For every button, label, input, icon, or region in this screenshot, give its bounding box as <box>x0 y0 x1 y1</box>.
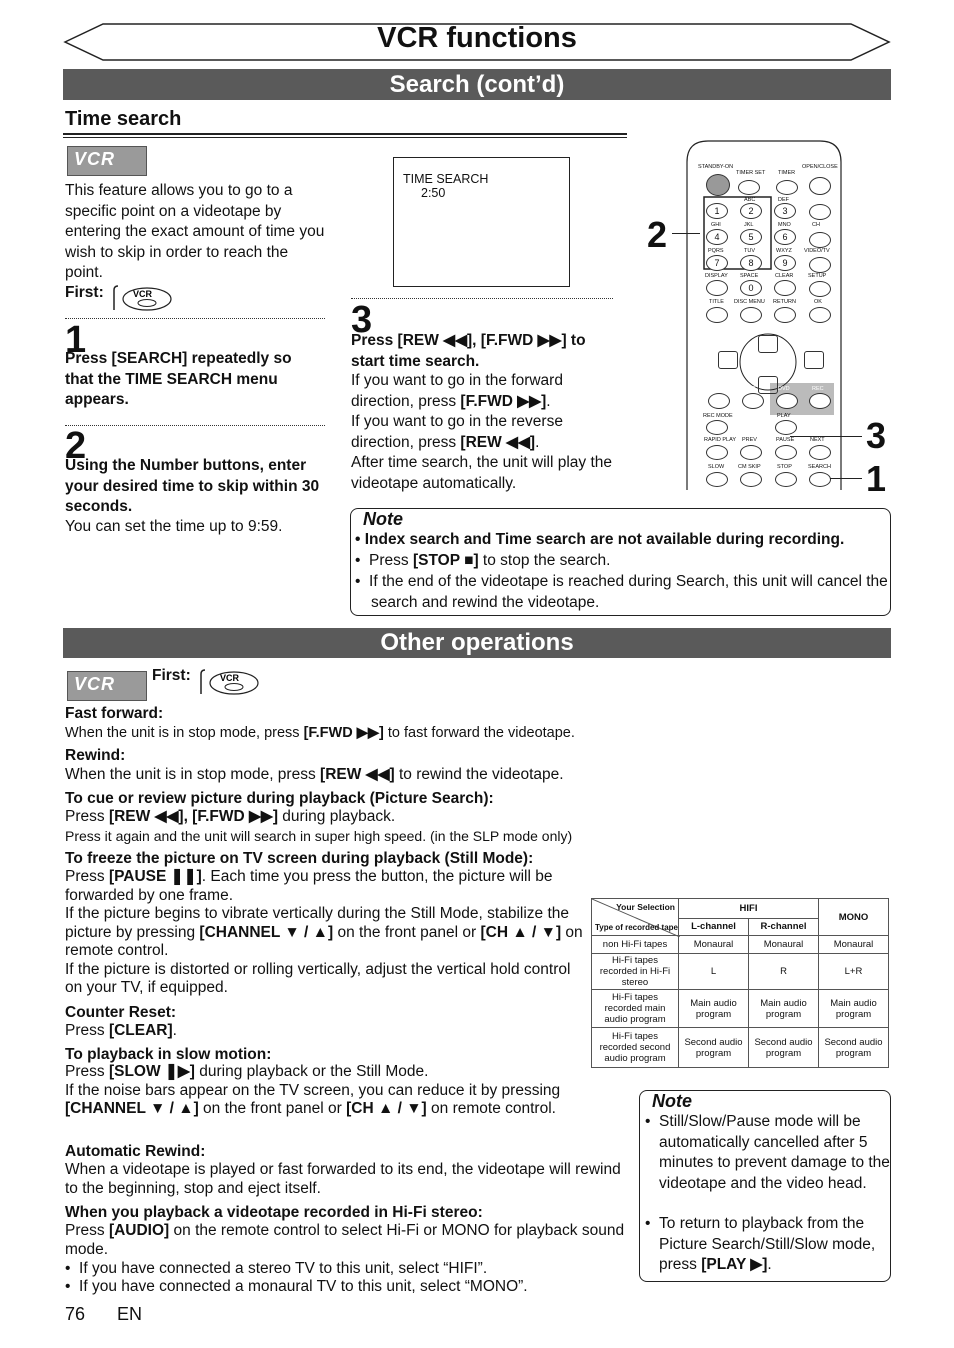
hifi-text: Press [AUDIO] on the remote control to select Hi-Fi or MONO for playback sound mode. <box>65 1222 625 1258</box>
remote-label-search: SEARCH <box>808 464 831 470</box>
page-header <box>65 22 889 62</box>
note-box <box>350 508 891 616</box>
table-header-hifi: HIFI <box>679 899 819 919</box>
step-2-number: 2 <box>65 425 87 467</box>
table-cell: non Hi-Fi tapes <box>592 936 679 954</box>
remote-display-button[interactable] <box>706 280 728 296</box>
remote-dvd-button[interactable] <box>776 393 798 409</box>
vcr-tag: VCR <box>67 671 147 701</box>
remote-label-timer: TIMER <box>778 170 796 176</box>
note-title: Note <box>363 509 403 529</box>
remote-label-pause: PAUSE <box>776 437 795 443</box>
step-3-number: 3 <box>351 299 373 341</box>
callout-3: 3 <box>866 415 887 456</box>
remote-rapid-button[interactable] <box>706 445 728 460</box>
remote-title-button[interactable] <box>706 307 728 323</box>
remote-arrow-left-button[interactable] <box>718 351 738 369</box>
remote-button-5[interactable]: 5 <box>740 229 762 245</box>
remote-button-9[interactable]: 9 <box>774 255 796 271</box>
divider <box>65 318 325 319</box>
remote-rec-button[interactable] <box>708 393 730 409</box>
remote-cmskip-button[interactable] <box>740 472 762 487</box>
table-cell: Main audio program <box>749 990 819 1028</box>
still-heading: To freeze the picture on TV screen during playback (Still Mode): <box>65 850 534 867</box>
remote-button-6[interactable]: 6 <box>774 229 796 245</box>
rw-text: When the unit is in stop mode, press [REW ◀◀] to rewind the videotape. <box>65 766 564 783</box>
note-bullet-2: • Press [STOP ■] to stop the search. <box>355 552 611 569</box>
table-row <box>592 990 889 1028</box>
table-header-mono: MONO <box>819 899 889 936</box>
table-cell: Second audio program <box>749 1028 819 1068</box>
remote-return-button[interactable] <box>774 307 796 323</box>
remote-stop-button[interactable] <box>775 472 797 487</box>
remote-label-display: DISPLAY <box>705 273 728 279</box>
note-bullet-3: • If the end of the videotape is reached during Search, this unit will cancel the search and rewind the videotape. <box>355 573 888 611</box>
ps-text: Press [REW ◀◀], [F.FWD ▶▶] during playback. <box>65 808 396 825</box>
table-cell: Main audio program <box>819 990 889 1028</box>
remote-rec2-button[interactable] <box>809 393 831 409</box>
table-row <box>592 1028 889 1068</box>
remote-label-space: SPACE <box>740 273 759 279</box>
table-cell: Main audio program <box>679 990 749 1028</box>
callout-1: 1 <box>866 458 887 499</box>
table-cell: Second audio program <box>819 1028 889 1068</box>
remote-label-timerset: TIMER SET <box>736 170 766 176</box>
osd-value: 2:50 <box>421 186 446 200</box>
remote-label-return: RETURN <box>773 299 796 305</box>
table-header-rch: R-channel <box>749 918 819 935</box>
intro-text: This feature allows you to go to a specific point on a videotape by entering the exact amount of time you wish to skip in order to reach the point. <box>65 182 325 281</box>
remote-control <box>686 140 842 490</box>
section-banner-other: Other operations <box>63 628 891 658</box>
remote-label-standby: STANDBY-ON <box>698 164 734 170</box>
divider <box>65 425 325 426</box>
remote-label-cmskip: CM SKIP <box>738 464 761 470</box>
remote-label-slow: SLOW <box>708 464 725 470</box>
remote-slow-button[interactable] <box>706 472 728 487</box>
remote-label-tuv: TUV <box>744 248 755 254</box>
remote-label-rec2: REC <box>812 386 824 392</box>
remote-discmenu-button[interactable] <box>740 307 762 323</box>
remote-prev-button[interactable] <box>740 445 762 460</box>
table-row <box>592 936 889 954</box>
first-label: First: <box>65 284 104 301</box>
note-box-2 <box>639 1090 891 1282</box>
audio-table <box>591 898 889 1068</box>
still-text: Press [PAUSE ❚❚]. Each time you press the button, the picture will be forwarded by one frame. If the picture begins to vibrate vertically during the Still Mode, stabilize the picture by pressing [CHANNEL ▼ / ▲] on the front panel or [CH ▲ / ▼] on remote control. If the picture is distorted or rolling vertically, adjust the vertical hold control on your TV, if equipped. <box>65 868 583 996</box>
remote-label-clear: CLEAR <box>775 273 794 279</box>
callout-line-3 <box>790 436 862 437</box>
page-number: 76 <box>65 1304 86 1324</box>
remote-ch-up-button[interactable] <box>809 204 831 220</box>
section-banner-search: Search (cont’d) <box>63 69 891 100</box>
step-2-text: You can set the time up to 9:59. <box>65 518 283 535</box>
osd-title: TIME SEARCH <box>403 172 489 186</box>
heading-rule-2 <box>63 137 627 138</box>
remote-play-button[interactable] <box>775 420 797 435</box>
note2-bullet-1: • Still/Slow/Pause mode will be automatically cancelled after 5 minutes to prevent damage to the videotape and the video head. <box>645 1113 890 1192</box>
remote-label-mno: MNO <box>778 222 791 228</box>
remote-vcr-button[interactable] <box>742 393 764 409</box>
remote-recmode-button[interactable] <box>706 420 728 435</box>
svg-text:VCR: VCR <box>133 289 153 299</box>
step-1-text: Press [SEARCH] repeatedly so that the TIME SEARCH menu appears. <box>65 350 292 408</box>
ps-heading: To cue or review picture during playback (Picture Search): <box>65 790 494 807</box>
remote-label-next: NEXT <box>810 437 825 443</box>
remote-clear-button[interactable] <box>774 280 796 296</box>
step-1-number: 1 <box>65 319 87 361</box>
remote-label-discmenu: DISC MENU <box>734 299 765 305</box>
table-cell: Hi-Fi tapes recorded second audio program <box>592 1028 679 1068</box>
step-3-forward: If you want to go in the forward direction, press [F.FWD ▶▶]. <box>351 372 563 410</box>
table-cell: Monaural <box>819 936 889 954</box>
remote-arrow-up-button[interactable] <box>758 335 778 353</box>
remote-timer-button[interactable] <box>776 180 798 195</box>
osd-screen <box>393 157 570 287</box>
vcr-button-icon <box>198 668 262 698</box>
remote-label-title: TITLE <box>709 299 724 305</box>
table-corner-cell: Your Selection Type of recorded tape <box>592 899 679 936</box>
table-cell: Hi-Fi tapes recorded in Hi-Fi stereo <box>592 954 679 990</box>
callout-2: 2 <box>647 214 668 255</box>
remote-search-button[interactable] <box>809 472 831 487</box>
note-title: Note <box>652 1091 692 1111</box>
remote-ok-button[interactable] <box>809 307 831 323</box>
remote-label-ghi: GHI <box>711 222 721 228</box>
step-3-bold: Press [REW ◀◀], [F.FWD ▶▶] to start time search. <box>351 332 586 370</box>
ff-text: When the unit is in stop mode, press [F.FWD ▶▶] to fast forward the videotape. <box>65 725 575 741</box>
callout-line-2 <box>672 233 700 234</box>
table-cell: Second audio program <box>679 1028 749 1068</box>
remote-label-rapid: RAPID PLAY <box>704 437 736 443</box>
remote-arrow-enter-button[interactable] <box>762 355 780 371</box>
remote-button-4[interactable]: 4 <box>706 229 728 245</box>
remote-arrow-right-button[interactable] <box>804 351 824 369</box>
remote-label-abc: ABC <box>744 197 756 203</box>
remote-label-stop: STOP <box>777 464 792 470</box>
table-header-lch: L-channel <box>679 918 749 935</box>
remote-label-recmode: REC MODE <box>703 413 733 419</box>
remote-button-3[interactable]: 3 <box>774 203 796 219</box>
section-heading: Time search <box>65 108 182 130</box>
table-cell: R <box>749 954 819 990</box>
remote-arrow-down-button[interactable] <box>758 376 778 394</box>
hifi-bullet-2: • If you have connected a monaural TV to this unit, select “MONO”. <box>65 1278 528 1295</box>
step-3-after: After time search, the unit will play the videotape automatically. <box>351 454 613 492</box>
first-label: First: <box>152 667 191 684</box>
counter-text: Press [CLEAR]. <box>65 1022 177 1039</box>
step-3-reverse: If you want to go in the reverse direction, press [REW ◀◀]. <box>351 413 563 451</box>
vcr-button-icon <box>111 284 175 314</box>
table-cell: Monaural <box>679 936 749 954</box>
page-title: VCR functions <box>377 22 577 54</box>
remote-label-prev: PREV <box>742 437 757 443</box>
remote-label-wxyz: WXYZ <box>776 248 792 254</box>
remote-label-rec: REC <box>710 386 722 392</box>
remote-setup-button[interactable] <box>809 281 831 297</box>
remote-label-jkl: JKL <box>744 222 754 228</box>
divider <box>351 298 613 299</box>
remote-button-1[interactable]: 1 <box>706 203 728 219</box>
rw-heading: Rewind: <box>65 747 126 764</box>
remote-label-ch: CH <box>812 222 820 228</box>
slow-heading: To playback in slow motion: <box>65 1046 272 1063</box>
svg-text:VCR: VCR <box>220 673 240 683</box>
ps-note: Press it again and the unit will search in super high speed. (in the SLP mode only) <box>65 828 573 844</box>
remote-button-7[interactable]: 7 <box>706 255 728 271</box>
vcr-tag: VCR <box>67 146 147 176</box>
remote-label-open: OPEN/CLOSE <box>802 164 838 170</box>
step-2-bold: Using the Number buttons, enter your desired time to skip within 30 seconds. <box>65 457 320 515</box>
remote-button-8[interactable]: 8 <box>740 255 762 271</box>
table-cell: Monaural <box>749 936 819 954</box>
remote-label-def: DEF <box>778 197 789 203</box>
remote-label-ok: OK <box>814 299 822 305</box>
remote-open-button[interactable] <box>809 177 831 195</box>
slow-text: Press [SLOW ❚▶] during playback or the Still Mode. If the noise bars appear on the TV screen, you can reduce it by pressing [CHANNEL ▼ / ▲] on the front panel or [CH ▲ / ▼] on remote control. <box>65 1063 561 1117</box>
note-bullet-1: • Index search and Time search are not available during recording. <box>355 531 845 548</box>
note2-bullet-2: • To return to playback from the Picture Search/Still/Slow mode, press [PLAY ▶]. <box>645 1215 876 1273</box>
remote-pause-button[interactable] <box>775 445 797 460</box>
table-cell: L <box>679 954 749 990</box>
remote-label-dvd: DVD <box>778 386 790 392</box>
table-cell: Hi-Fi tapes recorded main audio program <box>592 990 679 1028</box>
ff-heading: Fast forward: <box>65 705 164 722</box>
remote-label-play: PLAY <box>777 413 791 419</box>
table-row <box>592 954 889 990</box>
callout-line-1 <box>830 478 862 479</box>
remote-timerset-button[interactable] <box>738 180 760 195</box>
heading-rule <box>63 133 627 135</box>
table-cell: L+R <box>819 954 889 990</box>
remote-label-videotv: VIDEO/TV <box>804 248 830 254</box>
remote-videotv-button[interactable] <box>809 257 831 273</box>
hifi-bullet-1: • If you have connected a stereo TV to this unit, select “HIFI”. <box>65 1260 488 1277</box>
autorewind-text: When a videotape is played or fast forwarded to its end, the videotape will rewind to the beginning, stop and eject itself. <box>65 1161 621 1197</box>
remote-label-pqrs: PQRS <box>708 248 724 254</box>
hifi-heading: When you playback a videotape recorded in Hi-Fi stereo: <box>65 1204 483 1221</box>
remote-label-vcr: VCR <box>744 386 756 392</box>
counter-heading: Counter Reset: <box>65 1004 177 1021</box>
remote-button-0[interactable]: 0 <box>740 280 762 296</box>
remote-label-setup: SETUP <box>808 273 827 279</box>
page-lang: EN <box>117 1304 143 1324</box>
autorewind-heading: Automatic Rewind: <box>65 1143 206 1160</box>
remote-standby-button[interactable] <box>706 174 730 196</box>
remote-button-2[interactable]: 2 <box>740 203 762 219</box>
remote-next-button[interactable] <box>809 445 831 460</box>
remote-ch-down-button[interactable] <box>809 232 831 248</box>
